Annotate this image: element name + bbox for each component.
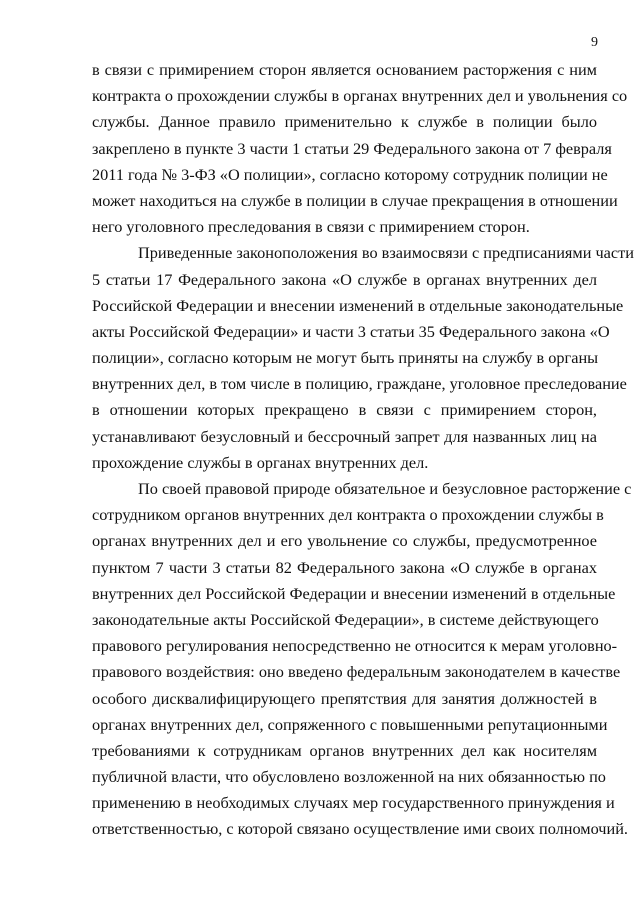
text-line: особого дисквалифицирующего препятствия для занятия должностей в xyxy=(92,688,597,708)
text-line: внутренних дел Российской Федерации и внесении изменений в отдельные xyxy=(92,583,616,603)
text-line: законодательные акты Российской Федерации», в системе действующего xyxy=(92,609,599,629)
text-line: органах внутренних дел, сопряженного с повышенными репутационными xyxy=(92,714,608,734)
paragraph-2 xyxy=(92,240,634,476)
text-line: правового воздействия: оно введено федеральным законодателем в качестве xyxy=(92,662,621,682)
text-line: акты Российской Федерации» и части 3 статьи 35 Федерального закона «О xyxy=(92,321,610,341)
text-line: правового регулирования непосредственно не относится к мерам уголовно- xyxy=(92,636,618,656)
paragraph-1 xyxy=(92,57,628,240)
document-body xyxy=(92,57,634,843)
text-line: По своей правовой природе обязательное и безусловное расторжение с xyxy=(138,479,632,498)
text-line: может находиться на службе в полиции в случае прекращения в отношении xyxy=(92,190,618,210)
text-line: 5 статьи 17 Федерального закона «О службе в органах внутренних дел xyxy=(92,269,597,289)
text-line: него уголовного преследования в связи с примирением сторон. xyxy=(92,217,530,237)
text-line: в отношении которых прекращено в связи с примирением сторон, xyxy=(92,400,597,420)
text-line: применению в необходимых случаях мер государственного принуждения и xyxy=(92,793,615,813)
text-line: сотрудником органов внутренних дел контракта о прохождении службы в xyxy=(92,505,604,525)
text-line: устанавливают безусловный и бессрочный запрет для названных лиц на xyxy=(92,426,597,446)
text-line: ответственностью, с которой связано осуществление ими своих полномочий. xyxy=(92,819,628,839)
text-line: внутренних дел, в том числе в полицию, граждане, уголовное преследование xyxy=(92,374,627,394)
text-line: требованиями к сотрудникам органов внутренних дел как носителям xyxy=(92,740,597,760)
page-number: 9 xyxy=(591,35,598,50)
text-line: в связи с примирением сторон является основанием расторжения с ним xyxy=(92,60,597,79)
text-line: Российской Федерации и внесении изменений в отдельные законодательные xyxy=(92,295,624,315)
text-line: Приведенные законоположения во взаимосвязи с предписаниями части xyxy=(138,243,634,263)
text-line: пунктом 7 части 3 статьи 82 Федерального закона «О службе в органах xyxy=(92,557,597,577)
text-line: закреплено в пункте 3 части 1 статьи 29 Федерального закона от 7 февраля xyxy=(92,138,612,158)
text-line: публичной власти, что обусловлено возложенной на них обязанностью по xyxy=(92,767,606,787)
text-line: 2011 года № 3-ФЗ «О полиции», согласно которому сотрудник полиции не xyxy=(92,164,608,184)
paragraph-3 xyxy=(92,476,632,843)
text-line: органах внутренних дел и его увольнение со службы, предусмотренное xyxy=(92,531,597,551)
text-line: контракта о прохождении службы в органах внутренних дел и увольнения со xyxy=(92,86,628,106)
text-line: полиции», согласно которым не могут быть приняты на службу в органы xyxy=(92,348,599,368)
text-line: службы. Данное правило применительно к службе в полиции было xyxy=(92,112,597,132)
text-line: прохождение службы в органах внутренних дел. xyxy=(92,452,429,472)
